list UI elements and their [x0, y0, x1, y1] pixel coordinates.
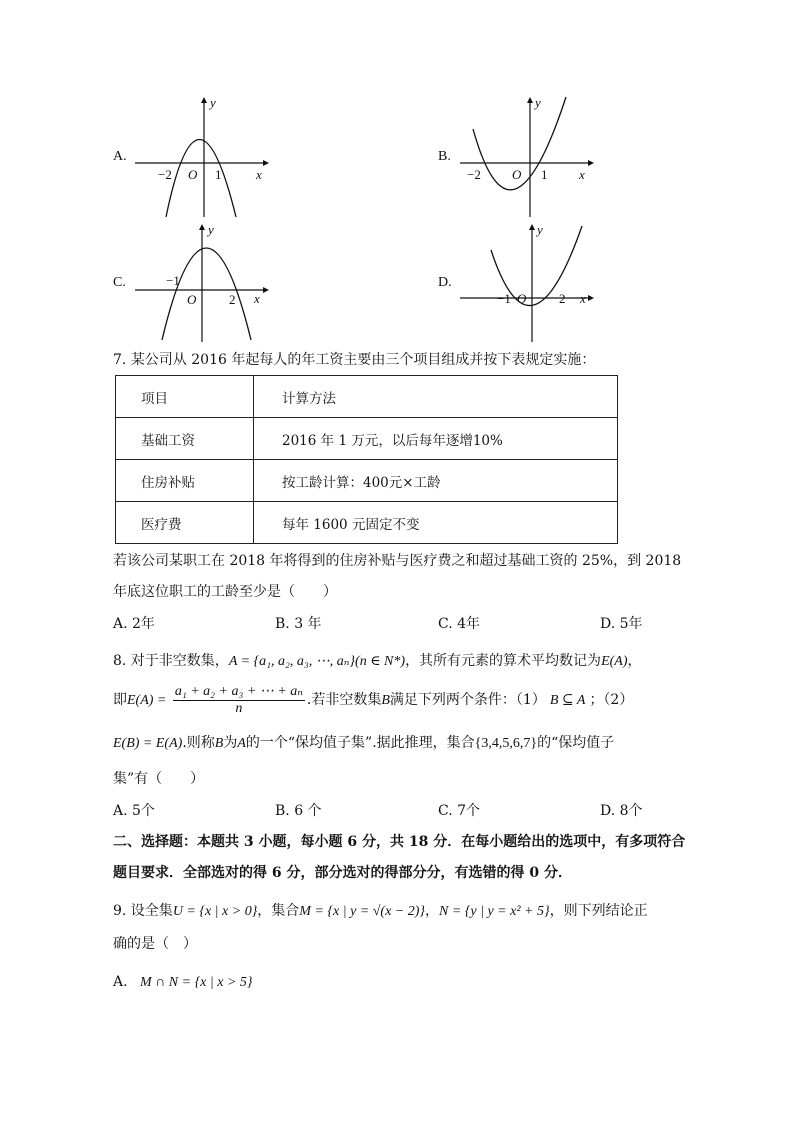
q7-choices — [113, 614, 673, 634]
q8-fraction-numerator: a₁ + a₂ + a₃ + ⋯ + aₙ — [174, 683, 303, 699]
q7-choice-b[interactable]: B. 3 年 — [275, 616, 322, 632]
graph-d — [455, 220, 595, 345]
q8-subset: B ⊆ A — [549, 693, 586, 708]
q9-option-a-text: M ∩ N = {x | x > 5} — [140, 975, 253, 990]
q8-line2 — [113, 683, 633, 718]
table-row — [116, 502, 618, 544]
table-row — [116, 376, 618, 418]
graph-d-tick-neg: −1 — [497, 291, 511, 306]
graph-a-origin: O — [188, 167, 198, 182]
graph-c-label: C. — [113, 275, 126, 290]
table-row — [116, 460, 618, 502]
q8-text: 的“保均值子 — [537, 735, 615, 751]
q9-text: ， — [425, 903, 439, 919]
q8-text: 即 — [113, 692, 127, 708]
graph-b-label: B. — [438, 149, 451, 164]
q7-line1: 若该公司某职工在 2018 年将得到的住房补贴与医疗费之和超过基础工资的 25%，到 2018 — [113, 553, 682, 569]
graph-c-tick-neg: −1 — [166, 273, 180, 288]
q8-line4: 集”有（ ） — [113, 771, 205, 787]
q8-set-a: A — [237, 736, 246, 751]
table-cell: 计算方法 — [254, 376, 618, 418]
q7-choice-c[interactable]: C. 4年 — [438, 616, 481, 632]
q9-option-a-label: A. — [113, 974, 128, 990]
section2-instructions-line2: 题目要求．全部选对的得 6 分，部分选对的得部分分，有选错的得 0 分． — [113, 865, 572, 881]
q8-fraction — [173, 684, 305, 717]
graph-a — [130, 95, 270, 220]
q8-text: 满足下列两个条件：（1） — [389, 692, 546, 708]
q8-text: ，其所有元素的算术平均数记为 — [405, 653, 602, 669]
q9-set-n: N = {y | y = x² + 5} — [439, 904, 550, 919]
table-cell: 2016 年 1 万元，以后每年逐增10% — [254, 418, 618, 460]
q9-line1 — [113, 901, 648, 922]
q7-choice-d[interactable]: D. 5年 — [600, 616, 643, 632]
graph-a-tick-pos: 1 — [215, 167, 222, 182]
q8-text: 的一个“保均值子集”.据此推理，集合 — [245, 735, 475, 751]
q8-text: ；（2） — [589, 692, 634, 708]
table-row — [116, 418, 618, 460]
q8-line3 — [113, 733, 614, 754]
graph-a-x-label: x — [256, 167, 262, 182]
graph-d-label: D. — [438, 275, 452, 290]
graph-c-x-label: x — [254, 291, 260, 306]
q7-stem: 7. 某公司从 2016 年起每人的年工资主要由三个项目组成并按下表规定实施： — [113, 352, 596, 368]
q8-ea-eq: E(A) = — [127, 693, 167, 708]
q9-text: ，集合 — [257, 903, 300, 919]
graph-c-tick-pos: 2 — [229, 292, 236, 307]
q8-choice-d[interactable]: D. 8个 — [600, 803, 643, 819]
q8-choice-c[interactable]: C. 7个 — [438, 803, 481, 819]
q8-text: ， — [627, 653, 642, 669]
q8-line1 — [113, 651, 642, 672]
q8-fraction-denominator: n — [235, 700, 243, 716]
graph-b-origin: O — [512, 167, 522, 182]
salary-table — [115, 375, 618, 544]
graph-a-y-label: y — [210, 95, 216, 110]
q8-set-b: B — [381, 693, 390, 708]
section2-instructions-line1: 二、选择题：本题共 3 小题，每小题 6 分，共 18 分．在每小题给出的选项中，有多项符合 — [113, 834, 686, 850]
q8-given-set: {3,4,5,6,7} — [474, 736, 538, 751]
q7-choice-a[interactable]: A. 2年 — [113, 616, 155, 632]
graph-d-origin: O — [517, 291, 527, 306]
graph-b-y-label: y — [535, 95, 541, 110]
table-cell: 住房补贴 — [116, 460, 254, 502]
q9-option-a[interactable] — [113, 972, 253, 993]
q8-text: 8. 对于非空数集， — [113, 653, 229, 669]
q8-set-a: A = {a₁, a₂, a₃, ⋯, aₙ}(n ∈ N*) — [228, 654, 406, 669]
table-cell: 医疗费 — [116, 502, 254, 544]
graph-b — [455, 95, 595, 220]
table-cell: 每年 1600 元固定不变 — [254, 502, 618, 544]
graph-c — [130, 220, 270, 345]
q8-choices — [113, 801, 673, 821]
table-cell: 项目 — [116, 376, 254, 418]
graph-b-x-label: x — [579, 167, 585, 182]
table-cell: 按工龄计算：400元×工龄 — [254, 460, 618, 502]
q8-eb-eq-ea: E(B) = E(A) — [113, 736, 183, 751]
q8-text: 为 — [223, 735, 238, 751]
graph-c-origin: O — [187, 292, 197, 307]
q8-text: .则称 — [182, 735, 215, 751]
q8-mean-ea: E(A) — [601, 654, 628, 669]
table-cell: 基础工资 — [116, 418, 254, 460]
graph-a-label: A. — [113, 149, 127, 164]
graph-b-tick-neg: −2 — [467, 167, 481, 182]
graph-d-x-label: x — [580, 291, 586, 306]
q9-set-m: M = {x | y = √(x − 2)} — [299, 904, 425, 919]
q8-choice-a[interactable]: A. 5个 — [113, 803, 155, 819]
q8-choice-b[interactable]: B. 6 个 — [275, 803, 322, 819]
q9-set-u: U = {x | x > 0} — [172, 904, 258, 919]
graph-a-tick-neg: −2 — [158, 167, 172, 182]
graph-d-tick-pos: 2 — [559, 291, 566, 306]
graph-b-tick-pos: 1 — [541, 167, 548, 182]
q9-text: ，则下列结论正 — [549, 903, 648, 919]
graph-c-y-label: y — [208, 222, 214, 237]
q7-line2: 年底这位职工的工龄至少是（ ） — [113, 584, 337, 600]
graph-d-y-label: y — [537, 222, 543, 237]
q8-set-b: B — [214, 736, 224, 751]
q9-text: 9. 设全集 — [113, 903, 173, 919]
q8-text: .若非空数集 — [306, 692, 382, 708]
q9-line2: 确的是（ ） — [113, 936, 197, 952]
